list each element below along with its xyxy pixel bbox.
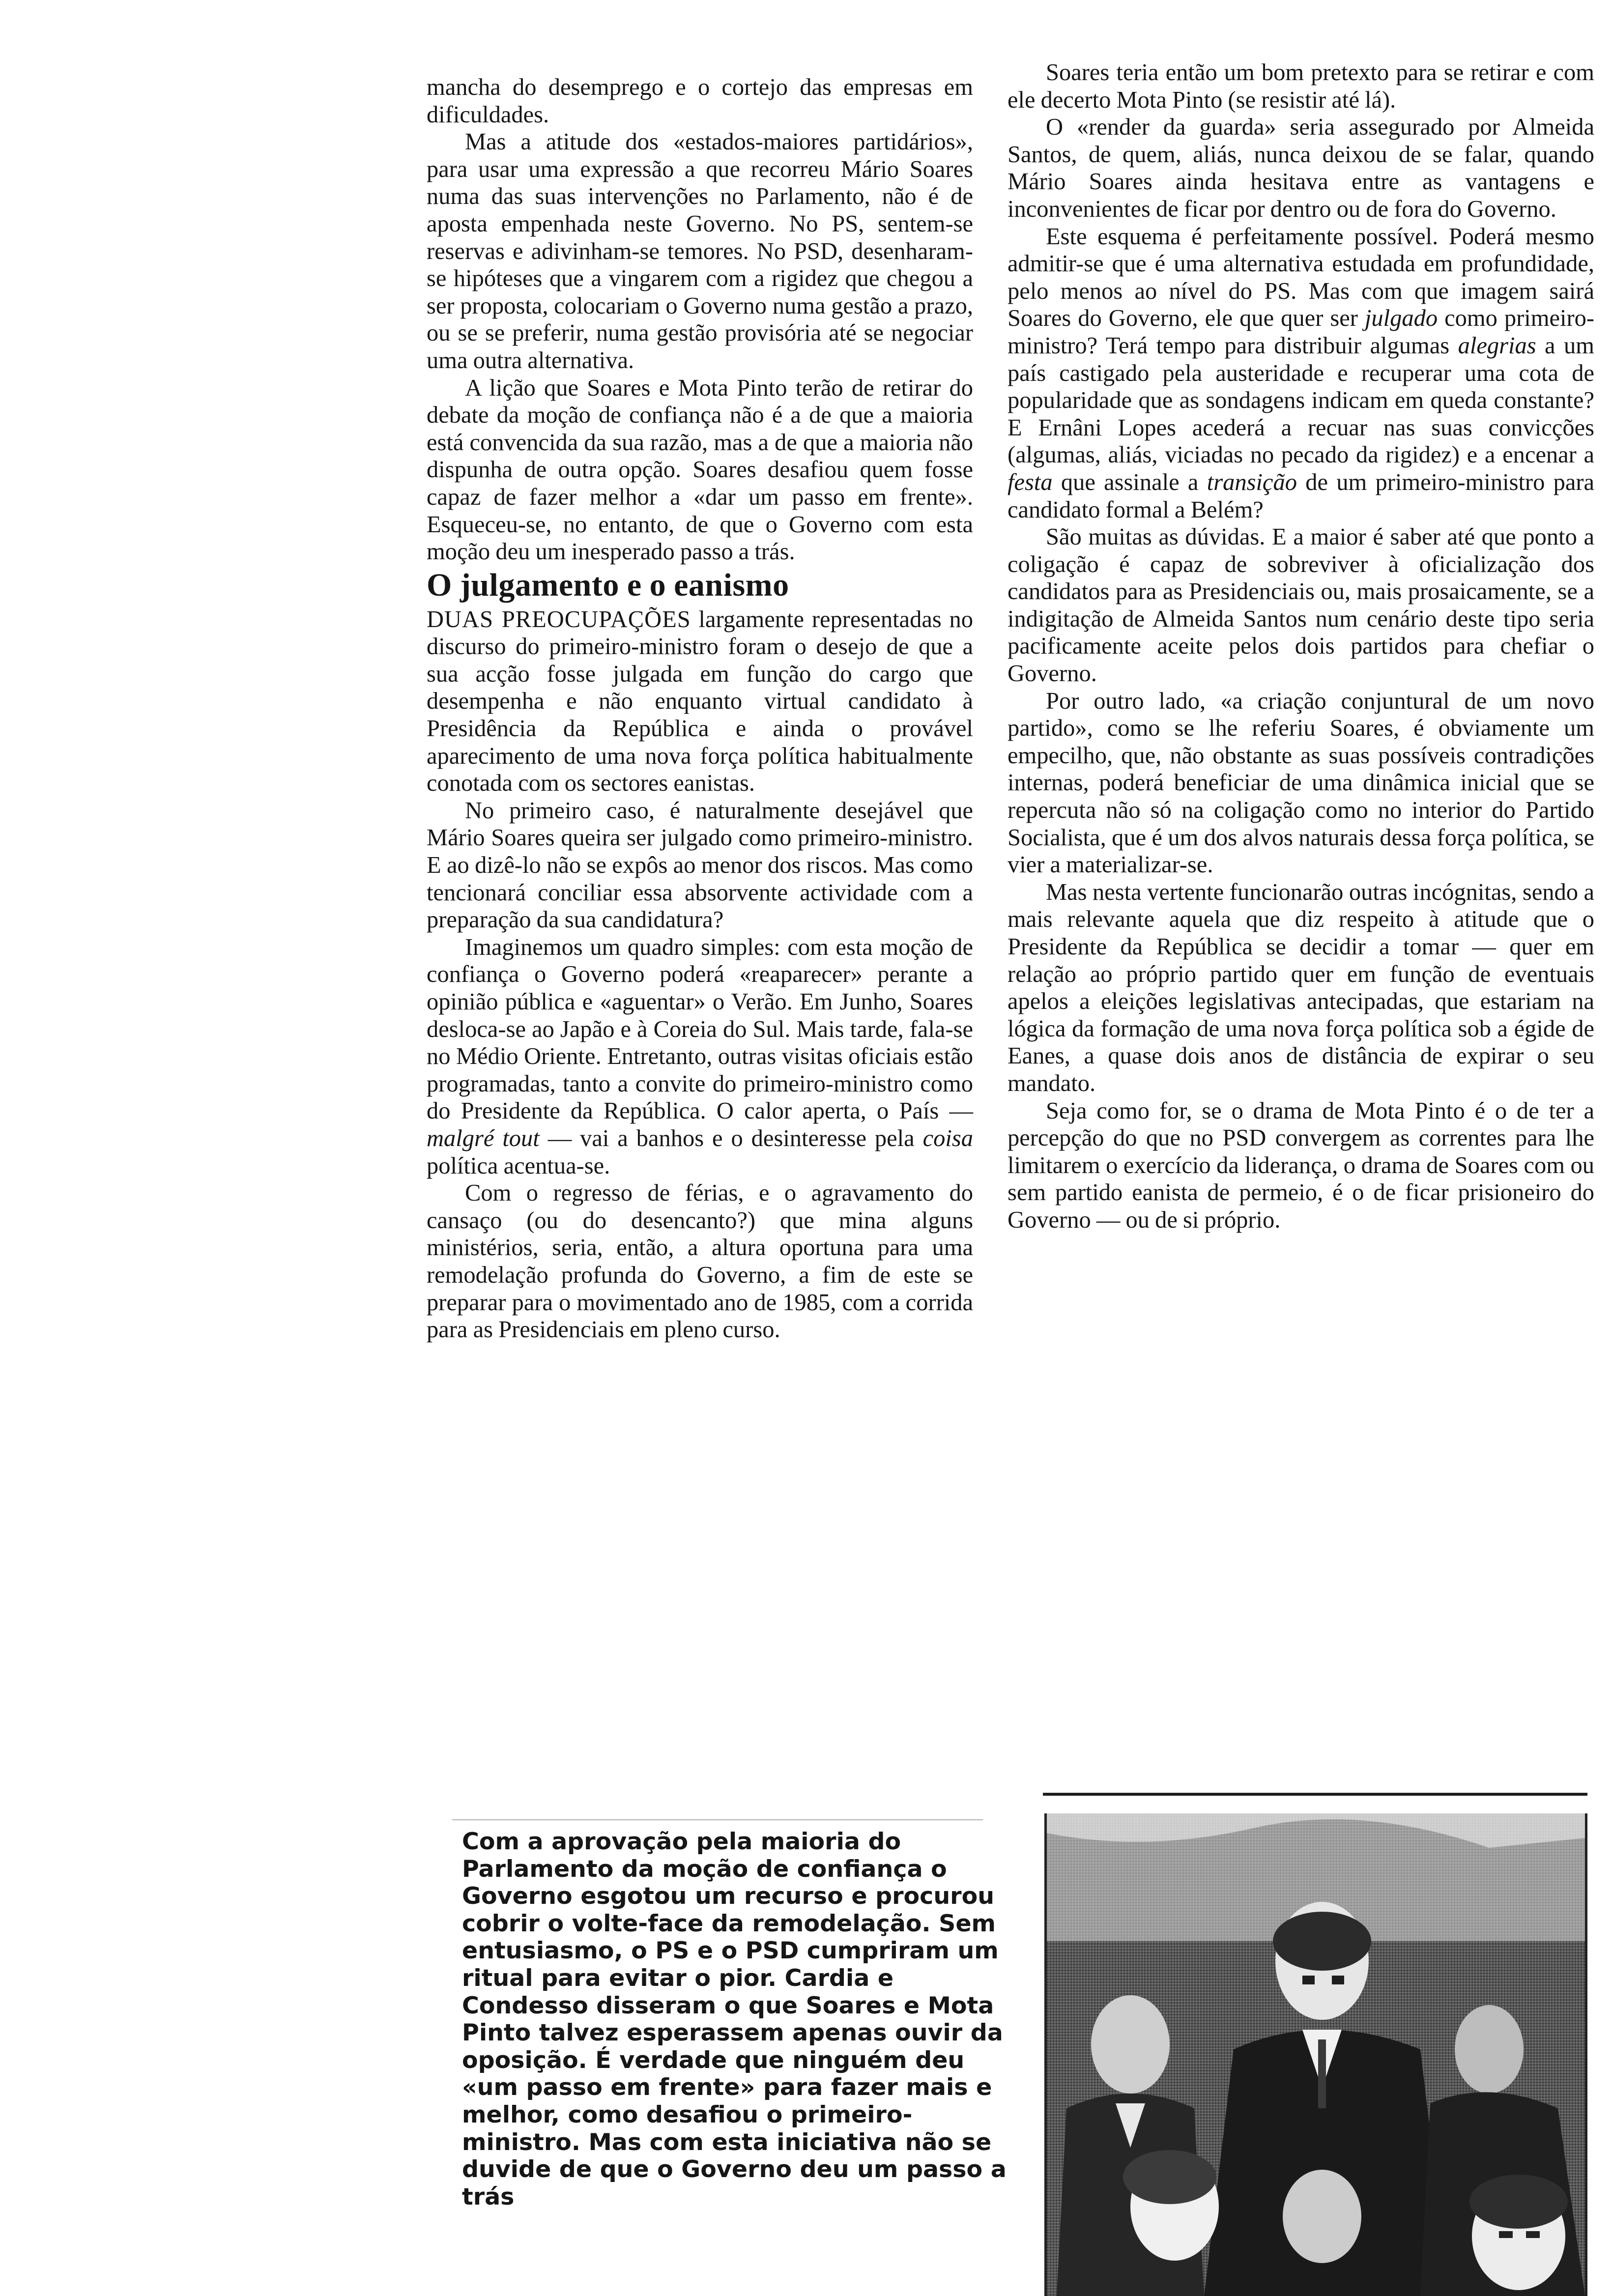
italic-phrase: julgado [1364, 305, 1438, 332]
paragraph-text: — vai a banhos e o desinteresse pela [547, 1125, 915, 1151]
paragraph [1008, 223, 1594, 524]
paragraph-text: como primeiro-ministro? Terá tempo para distribuir algumas [1008, 305, 1595, 359]
paragraph-text: de um primeiro-ministro para candidato formal a Belém? [1008, 469, 1595, 523]
photo-caption: Com a aprovação pela maioria do Parlamento da moção de confiança o Governo esgotou um recurso e procurou cobrir o volte-face da remodelação. Sem entusiasmo, o PS e o PSD cumpriram um ritual para evitar o pior. Cardia e Condesso disseram o que Soares e Mota Pinto talvez esperassem apenas ouvir da oposição. É verdade que ninguém deu «um passo em frente» para fazer mais e melhor, como desafiou o primeiro-ministro. Mas com esta iniciativa não se duvide de que o Governo deu um passo a trás [462, 1828, 1007, 2210]
paragraph-text: Este esquema é perfeitamente possível. Poderá mesmo admitir-se que é uma alternativa estudada em profundidade, pelo menos ao nível do PS. Mas com que imagem sairá Soares do Governo, ele que quer ser [1008, 223, 1594, 332]
paragraph: Mas nesta vertente funcionarão outras incógnitas, sendo a mais relevante aquela que diz respeito à atitude que o Presidente da República se decidir a tomar — quer em relação ao próprio partido quer em função de eventuais apelos a eleições legislativas antecipadas, que estariam na lógica da formação de uma nova força política sob a égide de Eanes, a quase dois anos de distância de expirar o seu mandato. [1008, 879, 1594, 1096]
paragraph-text: que assinale a [1061, 469, 1199, 495]
paragraph [427, 934, 973, 1179]
paragraph: mancha do desemprego e o cortejo das empresas em dificuldades. [427, 74, 973, 128]
photo-image [1047, 1813, 1585, 2296]
italic-phrase: festa [1008, 469, 1053, 495]
paragraph: Soares teria então um bom pretexto para se retirar e com ele decerto Mota Pinto (se resistir até lá). [1008, 59, 1594, 113]
paragraph: No primeiro caso, é naturalmente desejável que Mário Soares queira ser julgado como primeiro-ministro. E ao dizê-lo não se expôs ao menor dos riscos. Mas como tencionará conciliar essa absorvente actividade com a preparação da sua candidatura? [427, 797, 973, 933]
paragraph: Seja como for, se o drama de Mota Pinto é o de ter a percepção do que no PSD convergem as correntes para lhe limitarem o exercício da liderança, o drama de Soares com ou sem partido eanista de permeio, é o de ficar prisioneiro do Governo — ou de si próprio. [1008, 1097, 1594, 1233]
divider [452, 1819, 983, 1820]
section-heading: O julgamento e o eanismo [427, 567, 789, 603]
article-right-column [1008, 59, 1594, 1234]
paragraph-text: a um país castigado pela austeridade e recuperar uma cota de popularidade que as sondagens indicam em queda constante? E Ernâni Lopes acederá a recuar nas suas convicções (algumas, aliás, viciadas no pecado da rigidez) e a encenar a [1008, 332, 1594, 468]
italic-phrase: coisa [922, 1125, 973, 1151]
paragraph: Com o regresso de férias, e o agravamento do cansaço (ou do desencanto?) que mina alguns ministérios, seria, então, a altura oportuna para uma remodelação profunda do Governo, a fim de este se preparar para o movimentado ano de 1985, com a corrida para as Presidenciais em pleno curso. [427, 1180, 973, 1343]
italic-phrase: transição [1207, 469, 1297, 495]
paragraph: São muitas as dúvidas. E a maior é saber até que ponto a coligação é capaz de sobreviver à oficialização dos candidatos para as Presidenciais ou, mais prosaicamente, se a indigitação de Almeida Santos num cenário deste tipo seria pacificamente aceite pelos dois partidos para chefiar o Governo. [1008, 524, 1594, 687]
italic-phrase: malgré tout [427, 1125, 540, 1151]
paragraph: A lição que Soares e Mota Pinto terão de retirar do debate da moção de confiança não é a de que a maioria está convencida da sua razão, mas a de que a maioria não dispunha de outra opção. Soares desafiou quem fosse capaz de fazer melhor a «dar um passo em frente». Esqueceu-se, no entanto, de que o Governo com esta moção deu um inesperado passo a trás. [427, 374, 973, 565]
italic-phrase: alegrias [1458, 332, 1536, 359]
paragraph-text: política acentua-se. [427, 1152, 610, 1179]
lead-caps: DUAS PREOCUPAÇÕES [427, 606, 691, 632]
news-photo [1044, 1813, 1587, 2296]
article-left-column [427, 74, 973, 1344]
paragraph: Por outro lado, «a criação conjuntural de um novo partido», como se lhe referiu Soares, é obviamente um empecilho, que, não obstante as suas possíveis contradições internas, poderá beneficiar de uma dinâmica inicial que se repercuta não só na coligação como no interior do Partido Socialista, que é um dos alvos naturais dessa força política, se vier a materializar-se. [1008, 688, 1594, 878]
paragraph: Mas a atitude dos «estados-maiores partidários», para usar uma expressão a que recorreu Mário Soares numa das suas intervenções no Parlamento, não é de aposta empenhada neste Governo. No PS, sentem-se reservas e adivinham-se temores. No PSD, desenharam-se hipóteses que a vingarem com a rigidez que chegou a ser proposta, colocariam o Governo numa gestão a prazo, ou se se preferir, numa gestão provisória até se negociar uma outra alternativa. [427, 129, 973, 373]
paragraph [427, 606, 973, 797]
column-rule [1043, 1793, 1587, 1796]
paragraph: O «render da guarda» seria assegurado por Almeida Santos, de quem, aliás, nunca deixou de se falar, quando Mário Soares ainda hesitava entre as vantagens e inconvenientes de ficar por dentro ou de fora do Governo. [1008, 114, 1594, 222]
paragraph-text: Imaginemos um quadro simples: com esta moção de confiança o Governo poderá «reaparecer» perante a opinião pública e «aguentar» o Verão. Em Junho, Soares desloca-se ao Japão e à Coreia do Sul. Mais tarde, fala-se no Médio Oriente. Entretanto, outras visitas oficiais estão programadas, tanto a convite do primeiro-ministro como do Presidente da República. O calor aperta, o País — [427, 934, 973, 1124]
paragraph-text: largamente representadas no discurso do primeiro-ministro foram o desejo de que a sua acção fosse julgada em função do cargo que desempenha e não enquanto virtual candidato à Presidência da República e ainda o provável aparecimento de uma nova força política habitualmente conotada com os sectores eanistas. [427, 606, 974, 797]
